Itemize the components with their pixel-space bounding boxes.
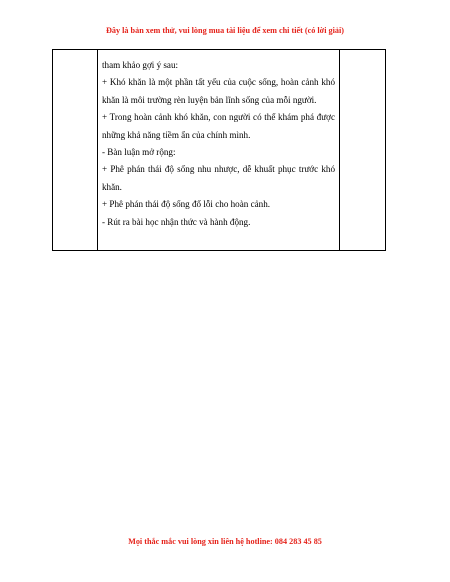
answer-paragraph: - Rút ra bài học nhận thức và hành động.: [102, 216, 251, 227]
answer-cell: [102, 57, 335, 231]
hotline-footer: Mọi thắc mắc vui lòng xin liên hệ hotline: 084 283 45 85: [128, 537, 322, 546]
preview-notice: Đây là bản xem thử, vui lòng mua tài liệu để xem chi tiết (có lời giải): [105, 26, 344, 35]
table-column-divider: [339, 50, 340, 250]
answer-paragraph: + Phê phán thái độ sống đổ lỗi cho hoàn cảnh.: [102, 199, 271, 210]
answer-paragraph: tham khảo gợi ý sau:: [102, 60, 179, 70]
answer-table: [52, 49, 386, 251]
table-column-divider: [97, 50, 98, 250]
answer-paragraph: - Bàn luận mở rộng:: [102, 147, 176, 158]
answer-paragraph: + Phê phán thái độ sống nhu nhược, dễ khuất phục trước khó khăn.: [102, 164, 335, 192]
answer-paragraph: + Trong hoàn cảnh khó khăn, con người có thể khám phá được những khả năng tiềm ẩn của chính mình.: [102, 112, 335, 140]
answer-paragraph: + Khó khăn là một phần tất yếu của cuộc sống, hoàn cảnh khó khăn là môi trường rèn luyện bản lĩnh sống của mỗi người.: [102, 77, 335, 105]
